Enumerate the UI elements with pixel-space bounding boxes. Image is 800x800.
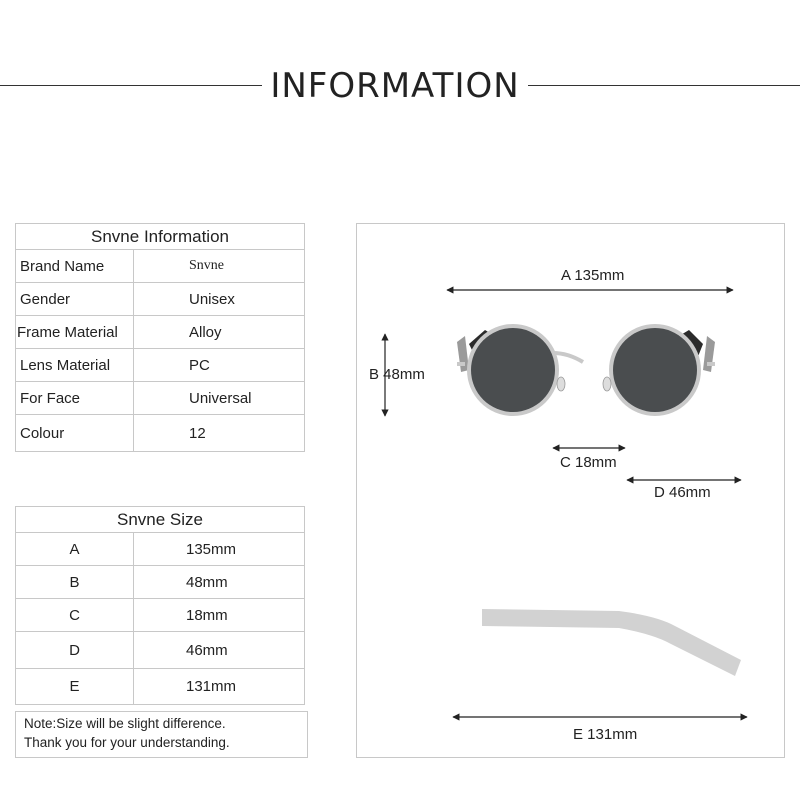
dimension-e-label: E 131mm bbox=[573, 726, 638, 743]
right-lens bbox=[613, 328, 697, 412]
dimension-d-label: D 46mm bbox=[654, 484, 711, 501]
info-table-title: Snvne Information bbox=[16, 224, 305, 250]
table-row bbox=[16, 599, 305, 632]
size-b-label: B bbox=[16, 566, 134, 599]
dimension-a-label: A 135mm bbox=[561, 267, 625, 284]
lens-material-label: Lens Material bbox=[16, 349, 134, 382]
table-row bbox=[16, 316, 305, 349]
table-row bbox=[16, 349, 305, 382]
size-note-line-2: Thank you for your understanding. bbox=[24, 735, 230, 750]
size-e-label: E bbox=[16, 669, 134, 705]
side-temple bbox=[482, 609, 741, 676]
size-a-value: 135mm bbox=[134, 533, 305, 566]
gender-value: Unisex bbox=[134, 283, 305, 316]
info-table-header-row bbox=[16, 224, 305, 250]
size-a-label: A bbox=[16, 533, 134, 566]
left-lens bbox=[471, 328, 555, 412]
right-hinge bbox=[703, 336, 715, 372]
table-row bbox=[16, 283, 305, 316]
colour-value: 12 bbox=[134, 415, 305, 452]
frame-material-label: Frame Material bbox=[16, 316, 134, 349]
header-rule-left bbox=[0, 85, 262, 86]
size-note bbox=[15, 711, 308, 758]
table-row bbox=[16, 250, 305, 283]
brand-name-label: Brand Name bbox=[16, 250, 134, 283]
size-d-label: D bbox=[16, 632, 134, 669]
for-face-label: For Face bbox=[16, 382, 134, 415]
table-row bbox=[16, 566, 305, 599]
for-face-value: Universal bbox=[134, 382, 305, 415]
gender-label: Gender bbox=[16, 283, 134, 316]
table-row bbox=[16, 669, 305, 705]
size-c-label: C bbox=[16, 599, 134, 632]
dimension-diagram bbox=[356, 223, 785, 758]
table-row bbox=[16, 533, 305, 566]
size-table bbox=[15, 506, 305, 705]
glasses-drawing bbox=[357, 224, 784, 757]
frame-material-value: Alloy bbox=[134, 316, 305, 349]
table-row bbox=[16, 382, 305, 415]
dimension-c-label: C 18mm bbox=[560, 454, 617, 471]
page-title: INFORMATION bbox=[270, 66, 520, 106]
header-rule-right bbox=[528, 85, 800, 86]
brand-name-value: Snvne bbox=[134, 250, 305, 283]
info-table bbox=[15, 223, 305, 452]
size-c-value: 18mm bbox=[134, 599, 305, 632]
size-table-title: Snvne Size bbox=[16, 507, 305, 533]
size-b-value: 48mm bbox=[134, 566, 305, 599]
table-row bbox=[16, 415, 305, 452]
lens-material-value: PC bbox=[134, 349, 305, 382]
size-d-value: 46mm bbox=[134, 632, 305, 669]
colour-label: Colour bbox=[16, 415, 134, 452]
table-row bbox=[16, 632, 305, 669]
dimension-b-label: B 48mm bbox=[369, 366, 425, 383]
size-e-value: 131mm bbox=[134, 669, 305, 705]
size-note-line-1: Note:Size will be slight difference. bbox=[24, 716, 226, 731]
size-table-header-row bbox=[16, 507, 305, 533]
